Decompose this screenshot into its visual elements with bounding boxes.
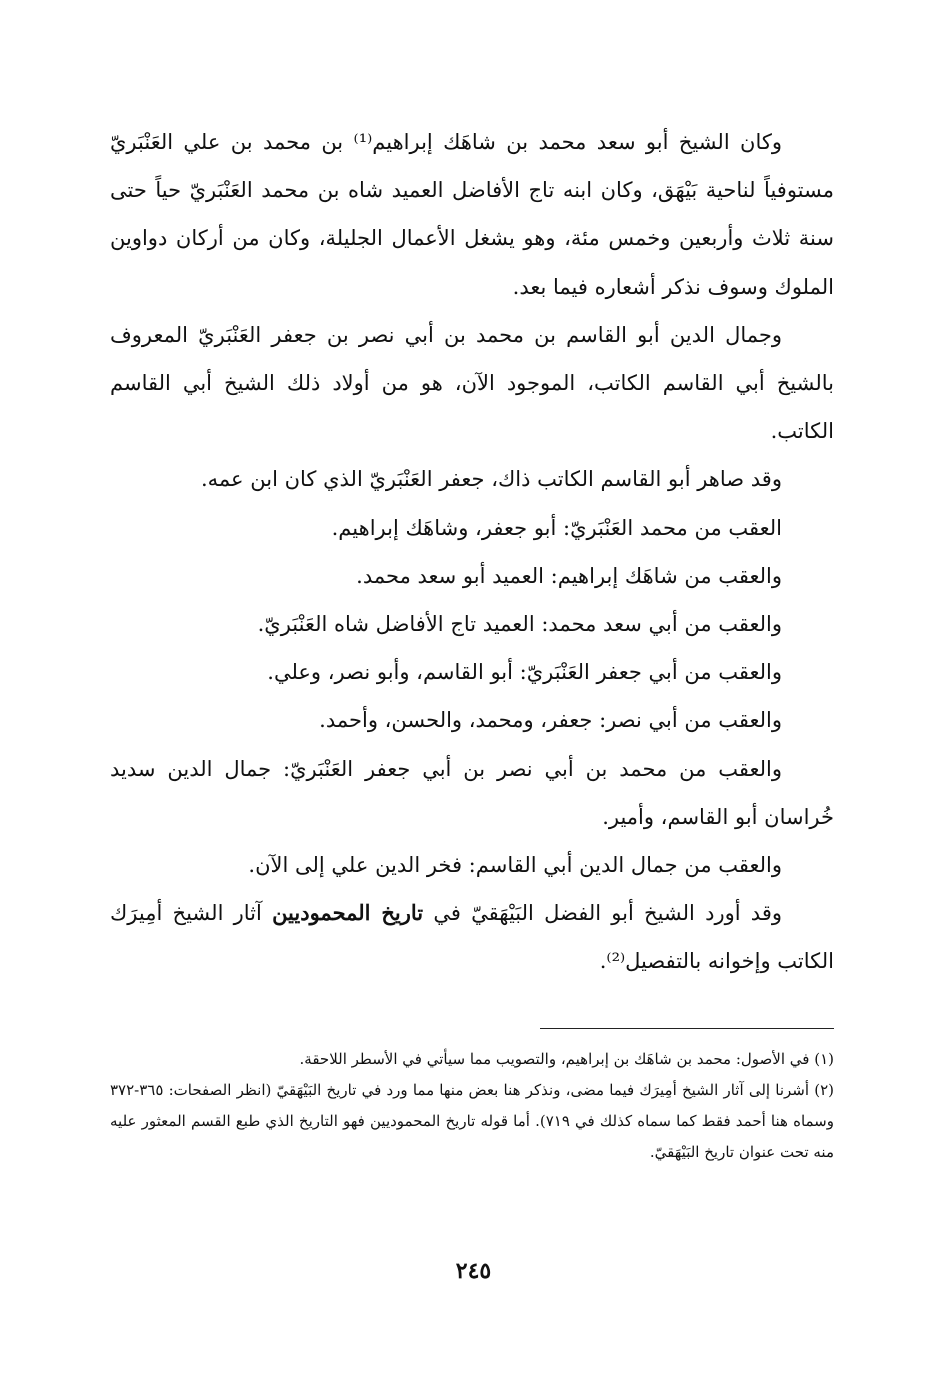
genealogy-line-1: العقب من محمد العَنْبَريّ: أبو جعفر، وشاهَك إبراهيم.	[331, 515, 782, 540]
paragraph-3: وقد صاهر أبو القاسم الكاتب ذاك، جعفر العَنْبَريّ الذي كان ابن عمه.	[200, 467, 782, 492]
closing-text-start: وقد أورد الشيخ أبو الفضل البَيْهَقيّ في	[423, 901, 782, 926]
footnotes	[110, 1044, 834, 1168]
footnote-divider	[540, 1028, 834, 1029]
genealogy-line-4: والعقب من أبي جعفر العَنْبَريّ: أبو القاسم، وأبو نصر، وعلي.	[267, 660, 782, 685]
main-text	[110, 118, 834, 986]
genealogy-line-2: والعقب من شاهَك إبراهيم: العميد أبو سعد محمد.	[356, 563, 782, 588]
genealogy-line-5: والعقب من أبي نصر: جعفر، ومحمد، والحسن، وأحمد.	[319, 708, 782, 733]
closing-text-end: آثار الشيخ أمِيرَك الكاتب وإخوانه بالتفصيل⁽²⁾.	[110, 901, 834, 974]
book-title-bold: تاريخ المحموديين	[272, 900, 424, 926]
footnote-2: (٢) أشرنا إلى آثار الشيخ أمِيرَك فيما مضى، ونذكر هنا بعض منها مما ورد في تاريخ البَيْهَقيّ (انظر الصفحات: ٣٦٥-٣٧٢ وسماه هنا أحمد فقط كما سماه كذلك في ٧١٩). أما قوله تاريخ المحموديين فهو التاريخ الذي طبع القسم المعثور عليه منه تحت عنوان تاريخ البَيْهَقيّ.	[110, 1081, 834, 1161]
genealogy-line-7: والعقب من جمال الدين أبي القاسم: فخر الدين علي إلى الآن.	[248, 853, 782, 878]
paragraph-2: وجمال الدين أبو القاسم بن محمد بن أبي نصر بن جعفر العَنْبَريّ المعروف بالشيخ أبي القاسم الكاتب، الموجود الآن، هو من أولاد ذلك الشيخ أبي القاسم الكاتب.	[110, 322, 834, 444]
genealogy-line-6: والعقب من محمد بن أبي نصر بن أبي جعفر العَنْبَريّ: جمال الدين سديد خُراسان أبو القاسم، وأمير.	[110, 756, 834, 829]
page-number: ٢٤٥	[455, 1258, 492, 1284]
footnote-1: (١) في الأصول: محمد بن شاهَك بن إبراهيم، والتصويب مما سيأتي في الأسطر اللاحقة.	[299, 1050, 834, 1068]
closing-paragraph	[110, 889, 834, 985]
paragraph-1: وكان الشيخ أبو سعد محمد بن شاهَك إبراهيم⁽¹⁾ بن محمد بن علي العَنْبَريّ مستوفياً لناحية بَيْهَق، وكان ابنه تاج الأفاضل العميد شاه بن محمد العَنْبَريّ حياً حتى سنة ثلاث وأربعين وخمس مئة، وهو يشغل الأعمال الجليلة، وكان من أركان دواوين الملوك وسوف نذكر أشعاره فيما بعد.	[110, 130, 834, 299]
genealogy-line-3: والعقب من أبي سعد محمد: العميد تاج الأفاضل شاه العَنْبَريّ.	[257, 612, 782, 637]
